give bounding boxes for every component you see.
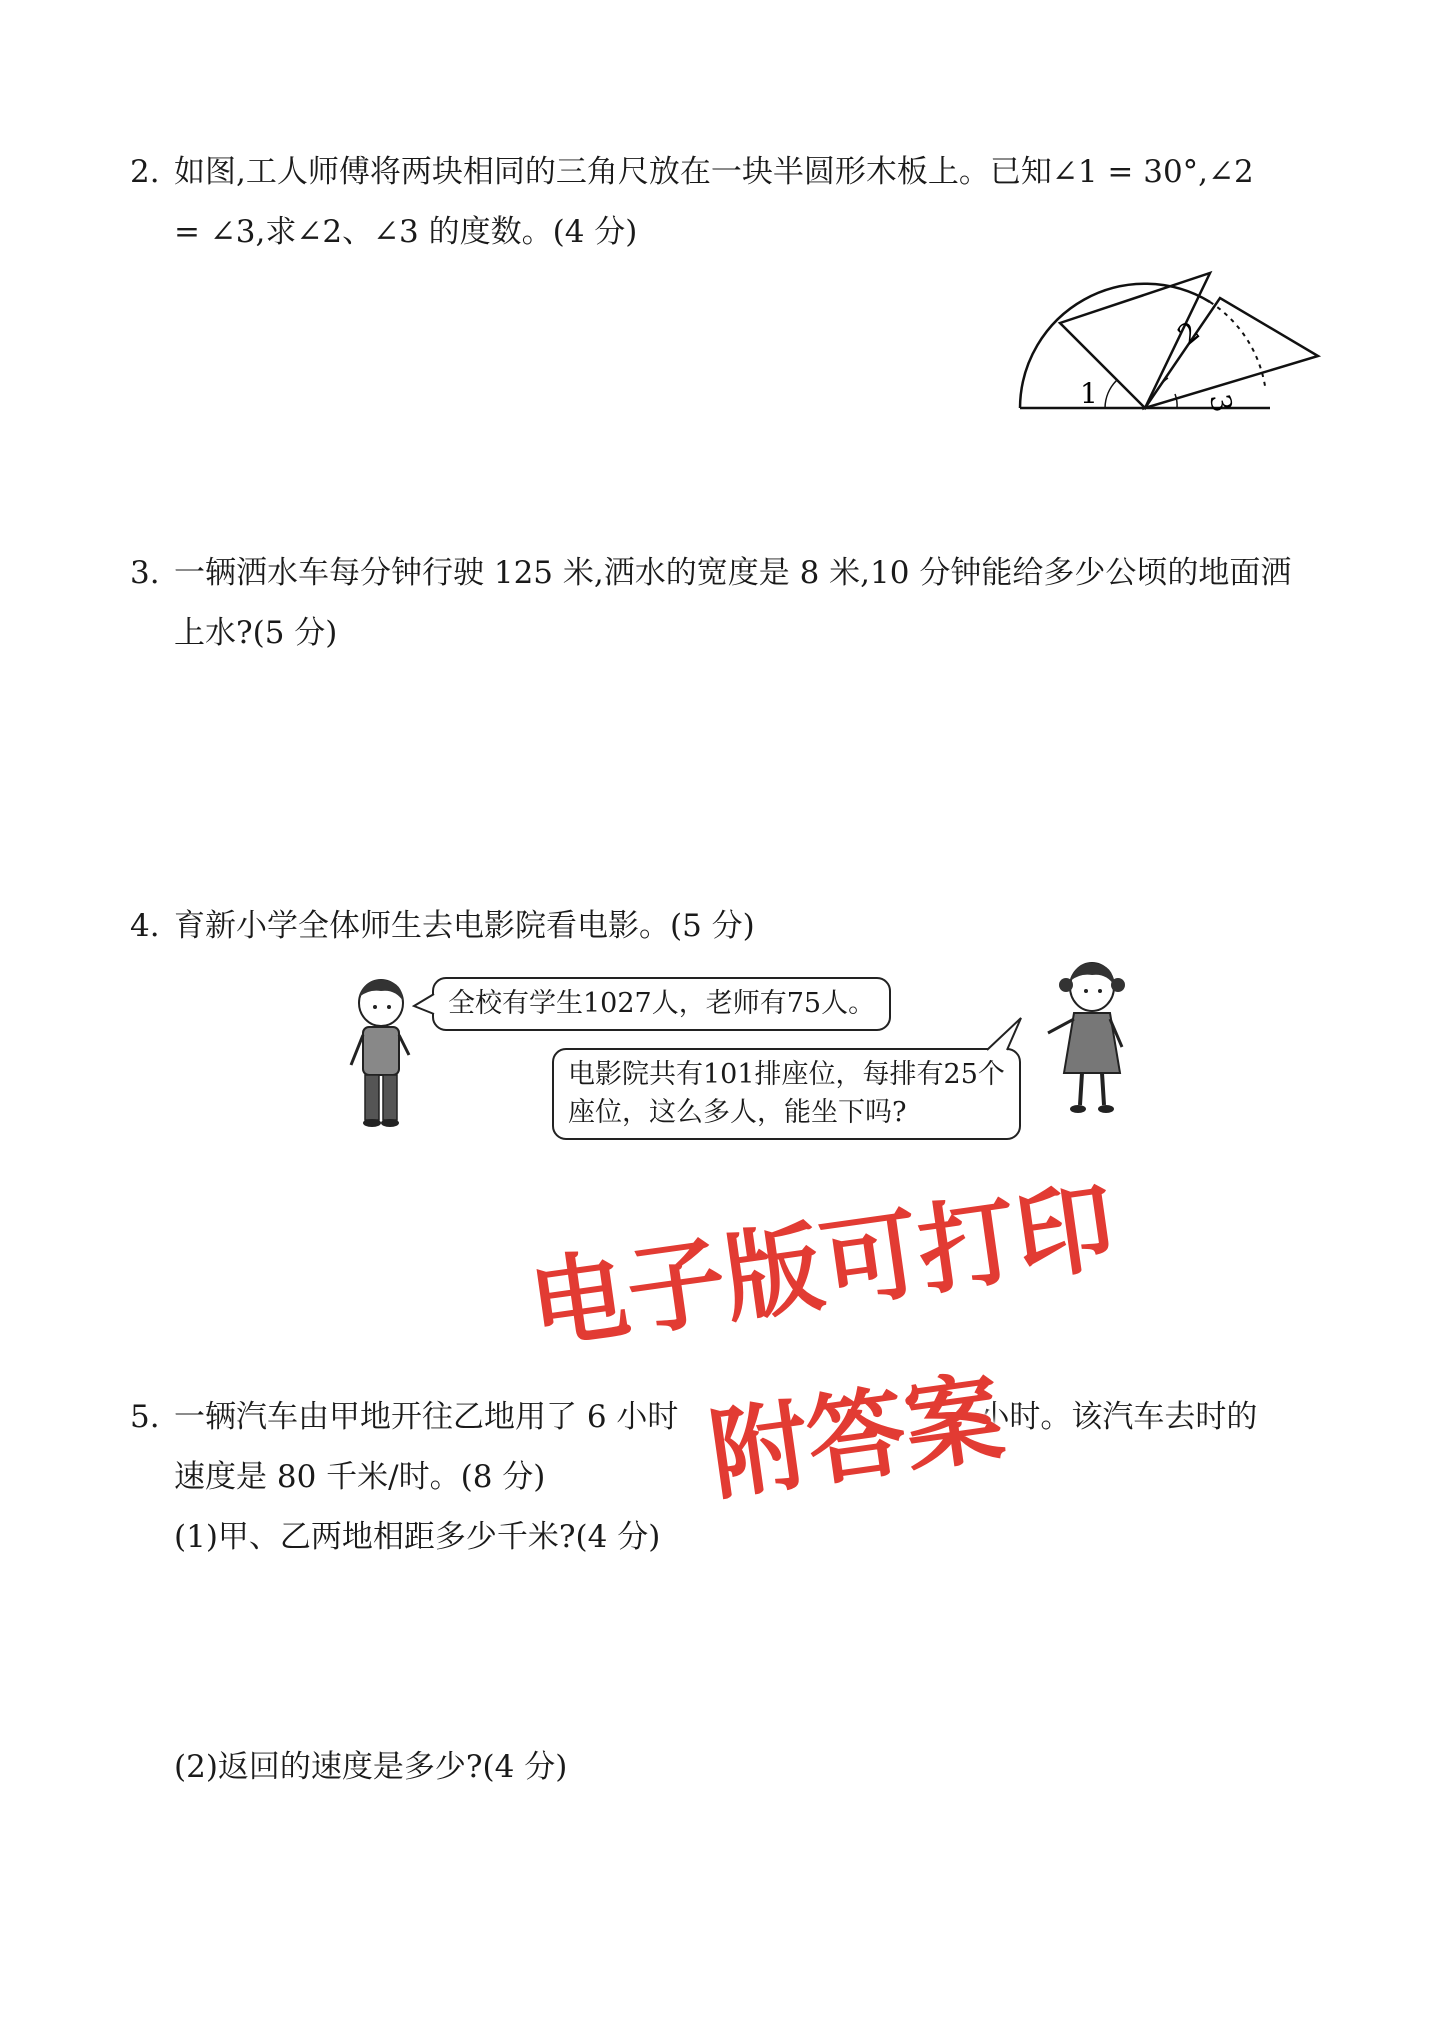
question-text: 小时。该汽车去时的: [978, 1399, 1258, 1435]
question-text: 速度是 80 千米/时。(8 分): [174, 1459, 546, 1495]
question-4: [130, 896, 1330, 956]
question-text: 上水?(5 分): [174, 615, 338, 651]
question-text: 一辆洒水车每分钟行驶 125 米,洒水的宽度是 8 米,10 分钟能给多少公顷的地面洒: [174, 555, 1292, 591]
angle-3-label: 3: [1203, 391, 1239, 415]
semicircle-triangles-diagram: [1010, 268, 1340, 418]
question-3: [130, 543, 1330, 663]
angle-2-label: 2: [1171, 314, 1207, 352]
bubble-tail: [985, 1016, 1025, 1052]
question-text: 如图,工人师傅将两块相同的三角尺放在一块半圆形木板上。已知∠1 = 30°,∠2: [174, 154, 1254, 190]
question-number: 4.: [130, 908, 160, 944]
speech-bubble-girl: 电影院共有101排座位，每排有25个 座位，这么多人，能坐下吗?: [552, 1048, 1021, 1140]
speech-bubble-boy: 全校有学生1027人，老师有75人。: [432, 977, 891, 1031]
question-number: 3.: [130, 555, 160, 591]
girl-illustration: [1040, 955, 1145, 1120]
question-text: 育新小学全体师生去电影院看电影。(5 分): [174, 908, 755, 944]
bubble-tail: [412, 992, 436, 1018]
question-number: 5.: [130, 1399, 160, 1435]
question-number: 2.: [130, 154, 160, 190]
sub-question-1: (1)甲、乙两地相距多少千米?(4 分): [174, 1519, 661, 1555]
watermark-line-1: 电子版可打印: [523, 1169, 1122, 1365]
question-text: 一辆汽车由甲地开往乙地用了 6 小时: [174, 1399, 679, 1435]
angle-1-label: 1: [1080, 377, 1098, 410]
question-text: = ∠3,求∠2、∠3 的度数。(4 分): [174, 214, 638, 250]
boy-illustration: [345, 975, 415, 1130]
sub-question-2: (2)返回的速度是多少?(4 分): [174, 1749, 568, 1785]
question-2: [130, 142, 1330, 262]
watermark-line-2: 附答案: [703, 1360, 1011, 1515]
